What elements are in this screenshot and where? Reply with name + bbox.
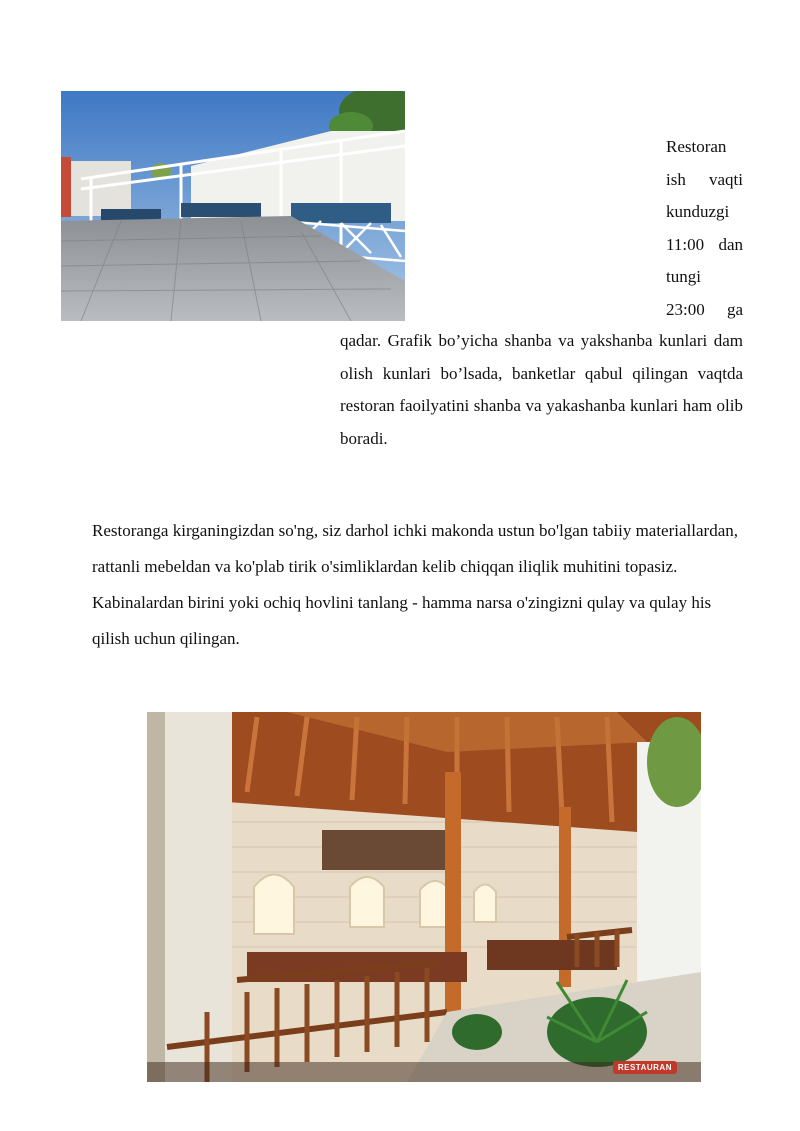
- paragraph1-narrow-column: [666, 131, 743, 327]
- paragraph2: Restoranga kirganingizdan so'ng, siz darhol ichki makonda ustun bo'lgan tabiiy materiallardan, rattanli mebeldan va ko'plab tirik o'simliklardan kelib chiqqan iliqlik muhitini topasiz. Kabinalardan birini yoki ochiq hovlini tanlang - hamma narsa o'zingizni qulay va qulay his qilish uchun qilingan.: [92, 521, 738, 648]
- terrace-illustration: [61, 91, 405, 321]
- text-line: ish vaqti: [666, 169, 743, 189]
- text-line: tungi: [666, 267, 701, 287]
- text-line: Restoran: [666, 137, 727, 156]
- restaurant-logo: RESTAURAN: [613, 1061, 677, 1074]
- terrace-photo: [61, 91, 405, 321]
- text-line: 11:00 dan: [666, 234, 743, 254]
- interior-illustration: [147, 712, 701, 1082]
- text-line: 23:00 ga: [666, 299, 743, 319]
- text-line: kunduzgi: [666, 202, 730, 222]
- paragraph1-continuation: qadar. Grafik bo’yicha shanba va yakshanba kunlari dam olish kunlari bo’lsada, banketlar qabul qilingan vaqtda restoran faoilyatini shanba va yakashanba kunlari ham olib boradi.: [340, 331, 743, 448]
- interior-photo: [147, 712, 701, 1082]
